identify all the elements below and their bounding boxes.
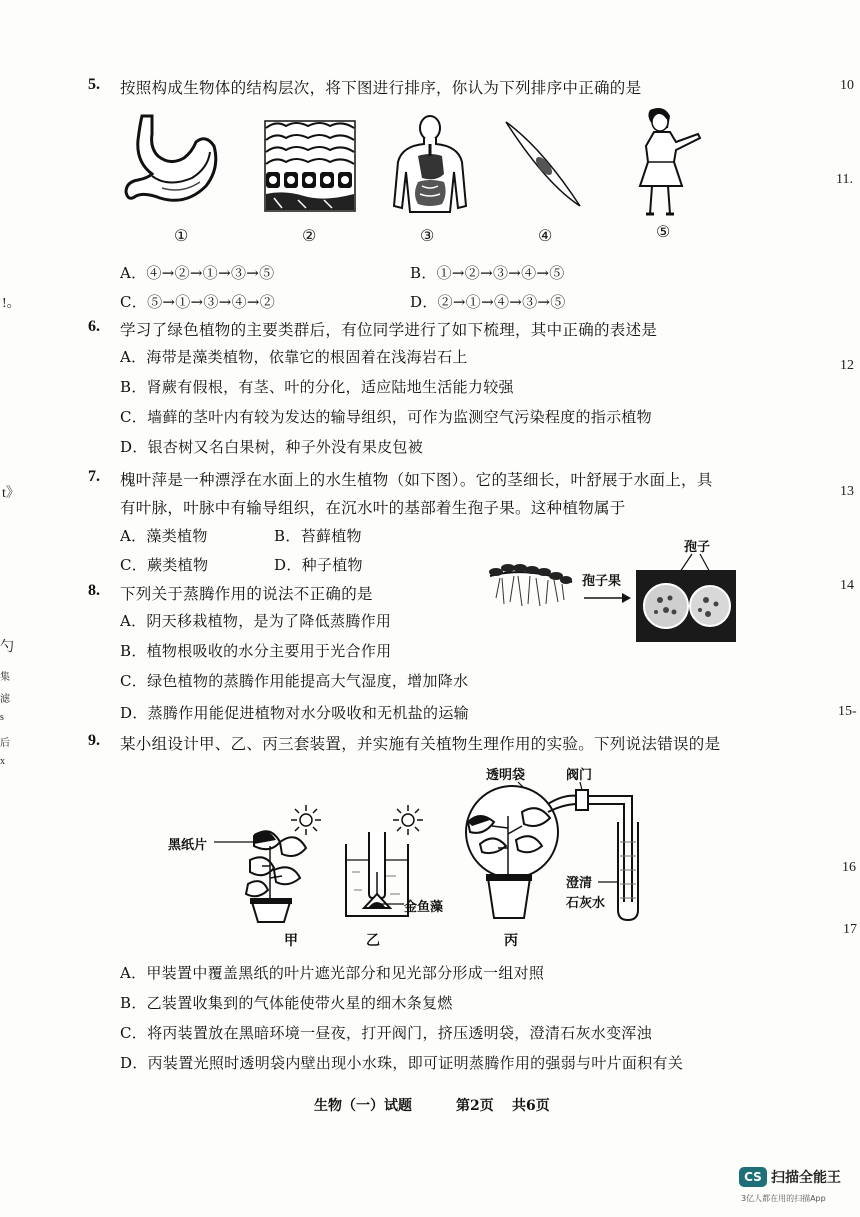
right-margin-number: 16 xyxy=(842,860,856,875)
setup-bing-label: 丙 xyxy=(504,933,518,949)
valve-label: 阀门 xyxy=(566,768,593,783)
right-margin-number: 11. xyxy=(836,172,853,187)
figure-label: ① xyxy=(174,226,189,245)
pointer-line xyxy=(598,880,620,884)
right-margin-number: 17 xyxy=(843,922,857,937)
sporocarp-micrograph xyxy=(636,556,736,642)
black-paper-label: 黑纸片 xyxy=(168,838,208,853)
arrow-icon xyxy=(584,592,632,604)
person-illustration xyxy=(636,106,706,220)
option-d: D．种子植物 xyxy=(274,556,363,574)
watermark-app-name: 扫描全能王 xyxy=(771,1170,841,1186)
option-b: B．①→②→③→④→⑤ xyxy=(410,264,565,282)
option-d: D．②→①→④→③→⑤ xyxy=(410,293,566,311)
question-text: 按照构成生物体的结构层次，将下图进行排序，你认为下列排序中正确的是 xyxy=(120,79,642,97)
figure-label: ⑤ xyxy=(656,222,671,241)
tissue-illustration xyxy=(264,120,356,212)
salvinia-plant-illustration xyxy=(486,554,576,612)
question-number: 6. xyxy=(88,318,100,335)
option-c: C．墙藓的茎叶内有较为发达的输导组织，可作为监测空气污染程度的指示植物 xyxy=(120,408,652,426)
question-text: 下列关于蒸腾作用的说法不正确的是 xyxy=(120,585,373,603)
muscle-cell-illustration xyxy=(502,118,584,210)
option-b: B．苔藓植物 xyxy=(274,527,362,545)
potted-plant-jia-illustration xyxy=(214,826,314,922)
option-c: C．蕨类植物 xyxy=(120,556,209,574)
camscanner-logo-icon: CS xyxy=(739,1167,767,1187)
footer-subject: 生物（一）试题 xyxy=(314,1098,412,1114)
left-margin-fragment: !。 xyxy=(2,296,21,311)
setup-yi-label: 乙 xyxy=(366,933,380,949)
option-d: D．蒸腾作用能促进植物对水分吸收和无机盐的运输 xyxy=(120,704,469,722)
transparent-bag-label: 透明袋 xyxy=(486,768,526,783)
figure-label: ④ xyxy=(538,226,553,245)
right-margin-number: 13 xyxy=(840,484,854,499)
limewater-label-line2: 石灰水 xyxy=(566,896,606,911)
figure-label: ③ xyxy=(420,226,435,245)
question-text: 学习了绿色植物的主要类群后，有位同学进行了如下梳理，其中正确的表述是 xyxy=(120,321,658,339)
human-organ-system-illustration xyxy=(388,116,472,216)
figure-label: ② xyxy=(302,226,317,245)
option-a: A．④→②→①→③→⑤ xyxy=(120,264,275,282)
option-b: B．肾蕨有假根，有茎、叶的分化，适应陆地生活能力较强 xyxy=(120,378,514,396)
left-margin-fragment: 滤 xyxy=(0,694,10,705)
question-text-continued: 有叶脉，叶脉中有输导组织，在沉水叶的基部着生孢子果。这种植物属于 xyxy=(120,499,626,517)
footer-total-pages: 共6页 xyxy=(512,1098,550,1114)
question-text: 槐叶萍是一种漂浮在水面上的水生植物（如下图）。它的茎细长，叶舒展于水面上，具 xyxy=(120,471,713,489)
right-margin-number: 12 xyxy=(840,358,854,373)
question-number: 5. xyxy=(88,76,100,93)
option-d: D．银杏树又名白果树，种子外没有果皮包被 xyxy=(120,438,424,456)
option-c: C．绿色植物的蒸腾作用能提高大气湿度，增加降水 xyxy=(120,672,469,690)
sporocarp-label: 孢子果 xyxy=(582,574,622,589)
question-number: 7. xyxy=(88,468,100,485)
footer-page: 第2页 xyxy=(456,1098,494,1114)
limewater-label-line1: 澄清 xyxy=(566,876,593,891)
question-number: 9. xyxy=(88,732,100,749)
goldfish-algae-label: 金鱼藻 xyxy=(404,900,444,915)
option-b: B．乙装置收集到的气体能使带火星的细木条复燃 xyxy=(120,994,453,1012)
left-margin-fragment: 集 xyxy=(0,672,10,683)
option-a: A．甲装置中覆盖黑纸的叶片遮光部分和见光部分形成一组对照 xyxy=(120,964,545,982)
stomach-illustration xyxy=(122,112,222,212)
spore-label: 孢子 xyxy=(684,540,711,555)
right-margin-number: 14 xyxy=(840,578,854,593)
option-b: B．植物根吸收的水分主要用于光合作用 xyxy=(120,642,392,660)
option-a: A．海带是藻类植物，依靠它的根固着在浅海岩石上 xyxy=(120,348,468,366)
left-margin-fragment: 后 xyxy=(0,738,10,749)
question-number: 8. xyxy=(88,582,100,599)
setup-jia-label: 甲 xyxy=(284,933,298,949)
pointer-line xyxy=(380,902,406,906)
option-a: A．藻类植物 xyxy=(120,527,208,545)
option-a: A．阴天移栽植物，是为了降低蒸腾作用 xyxy=(120,612,392,630)
left-margin-fragment: x xyxy=(0,756,5,767)
left-margin-fragment: t》 xyxy=(2,486,20,501)
option-c: C．将丙装置放在黑暗环境一昼夜，打开阀门，挤压透明袋，澄清石灰水变浑浊 xyxy=(120,1024,652,1042)
left-margin-fragment: s xyxy=(0,712,4,723)
beaker-goldfish-algae-illustration xyxy=(342,832,412,920)
left-margin-fragment: 勺 xyxy=(0,640,14,655)
option-c: C．⑤→①→③→④→② xyxy=(120,293,276,311)
right-margin-number: 10 xyxy=(840,78,854,93)
option-d: D．丙装置光照时透明袋内壁出现小水珠，即可证明蒸腾作用的强弱与叶片面积有关 xyxy=(120,1054,684,1072)
bag-plant-limewater-illustration xyxy=(460,782,650,922)
right-margin-number: 15- xyxy=(838,704,857,719)
watermark-slogan: 3亿人都在用的扫描App xyxy=(741,1194,826,1203)
question-text: 某小组设计甲、乙、丙三套装置，并实施有关植物生理作用的实验。下列说法错误的是 xyxy=(120,735,721,753)
